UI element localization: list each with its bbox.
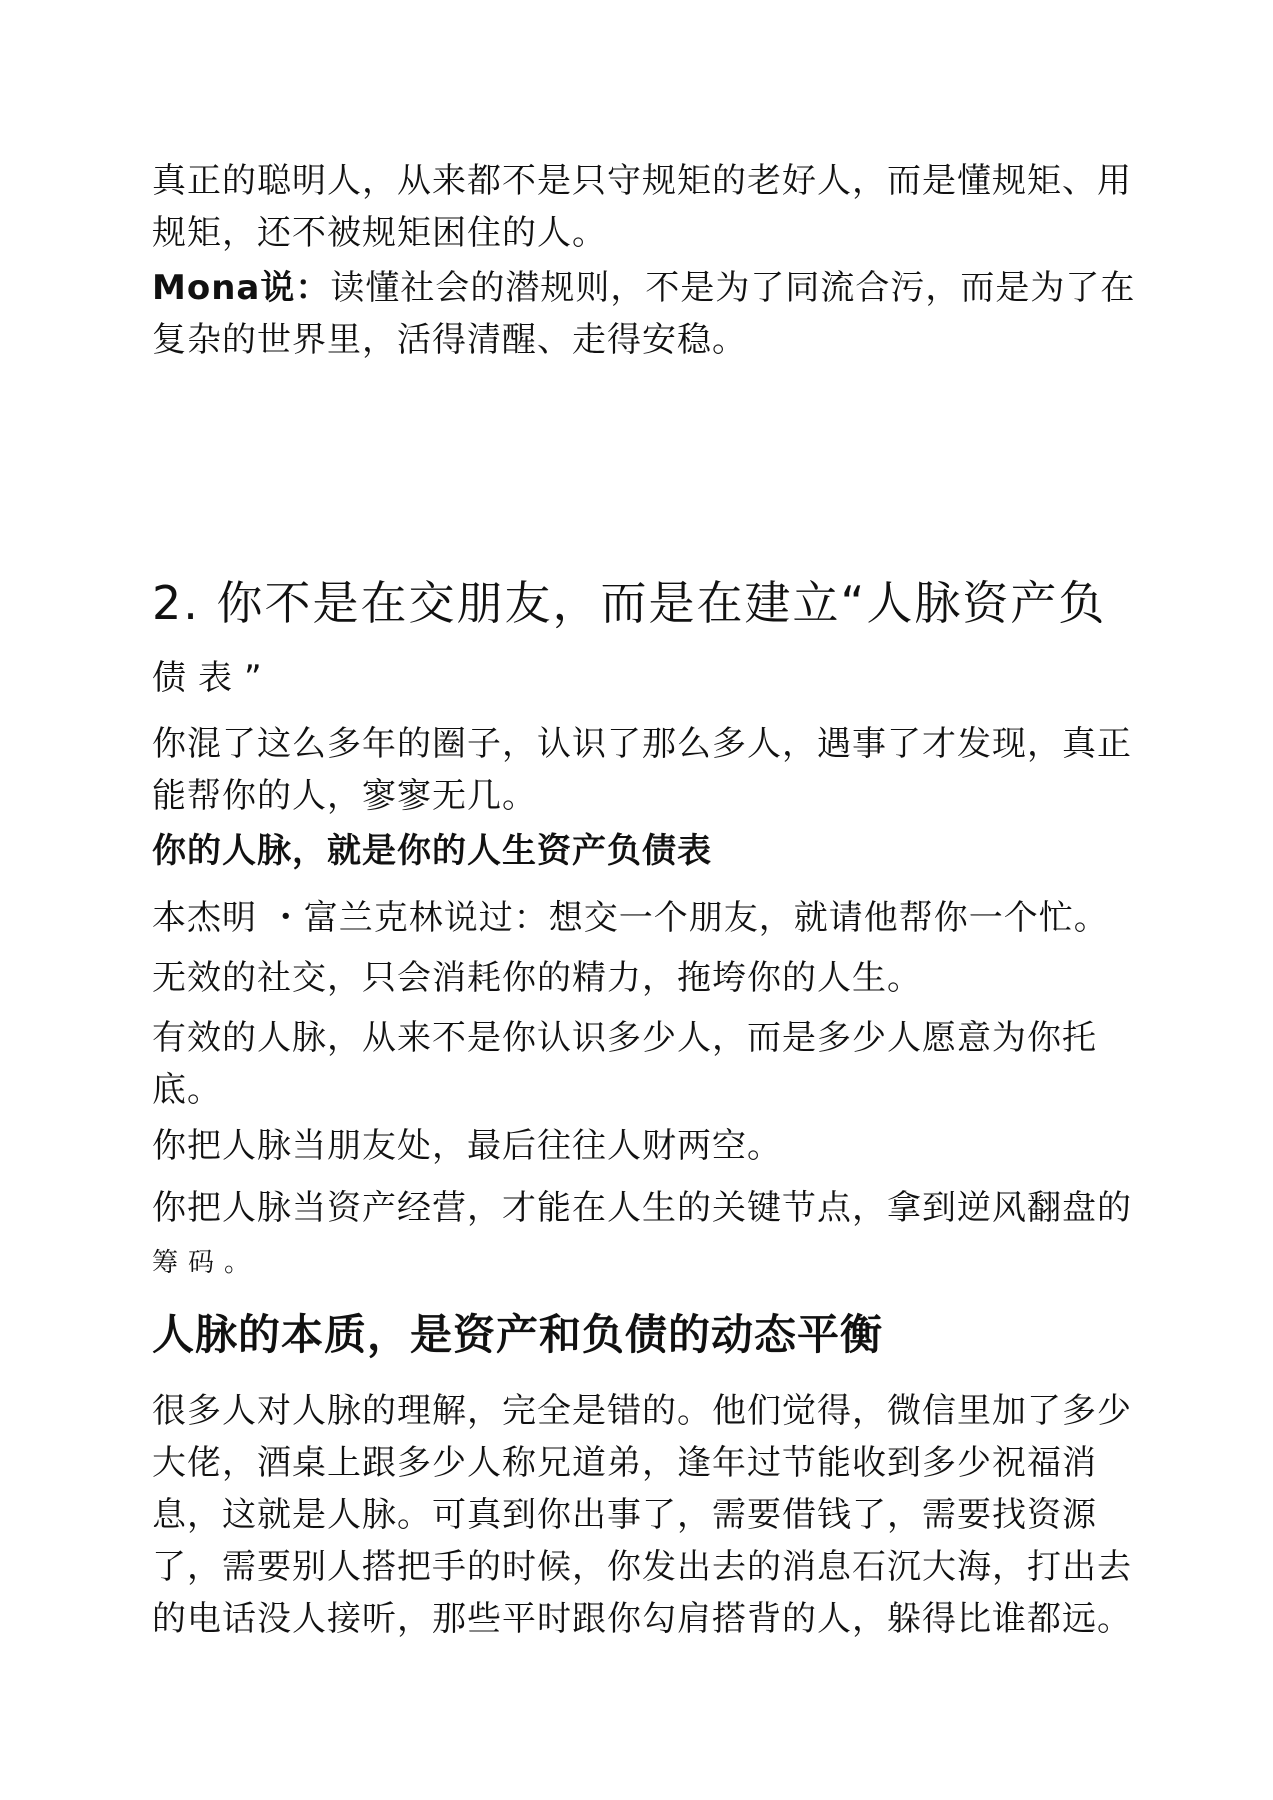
section2-heading-line1: 2. 你不是在交朋友，而是在建立“人脉资产负 [152, 576, 1107, 630]
mona-speaker-label: Mona说： [152, 268, 331, 308]
section3-heading: 人脉的本质，是资产和负债的动态平衡 [152, 1310, 884, 1359]
invalid-social-line: 无效的社交，只会消耗你的精力，拖垮你的人生。 [152, 958, 922, 998]
assets-line [152, 1182, 1137, 1289]
franklin-quote: 本杰明 ・富兰克林说过：想交一个朋友，就请他帮你一个忙。 [152, 898, 1109, 938]
section2-paragraph: 你混了这么多年的圈子，认识了那么多人，遇事了才发现，真正能帮你的人，寥寥无几。 [152, 724, 1132, 816]
assets-line-part1: 你把人脉当资产经营，才能在人生的关键节点，拿到逆风翻盘的 [152, 1188, 1132, 1228]
mona-quote-paragraph [152, 262, 1137, 366]
valid-network-line: 有效的人脉，从来不是你认识多少人，而是多少人愿意为你托底。 [152, 1018, 1097, 1110]
section2-heading [152, 568, 1137, 713]
intro-paragraph: 真正的聪明人，从来都不是只守规矩的老好人，而是懂规矩、用规矩，还不被规矩困住的人。 [152, 161, 1132, 253]
section2-heading-line2: 债表” [152, 658, 274, 698]
friends-line: 你把人脉当朋友处，最后往往人财两空。 [152, 1126, 782, 1166]
mona-quote-text: 读懂社会的潜规则，不是为了同流合污，而是为了在复杂的世界里，活得清醒、走得安稳。 [152, 268, 1136, 360]
assets-line-part2: 筹码。 [152, 1248, 261, 1278]
section3-paragraph: 很多人对人脉的理解，完全是错的。他们觉得，微信里加了多少大佬，酒桌上跟多少人称兄道弟，逢年过节能收到多少祝福消息，这就是人脉。可真到你出事了，需要借钱了，需要找资源了，需要别人搭把手的时候，你发出去的消息石沉大海，打出去的电话没人接听，那些平时跟你勾肩搭背的人，躲得比谁都远。 [152, 1391, 1132, 1639]
section2-bold-line: 你的人脉，就是你的人生资产负债表 [152, 831, 712, 871]
